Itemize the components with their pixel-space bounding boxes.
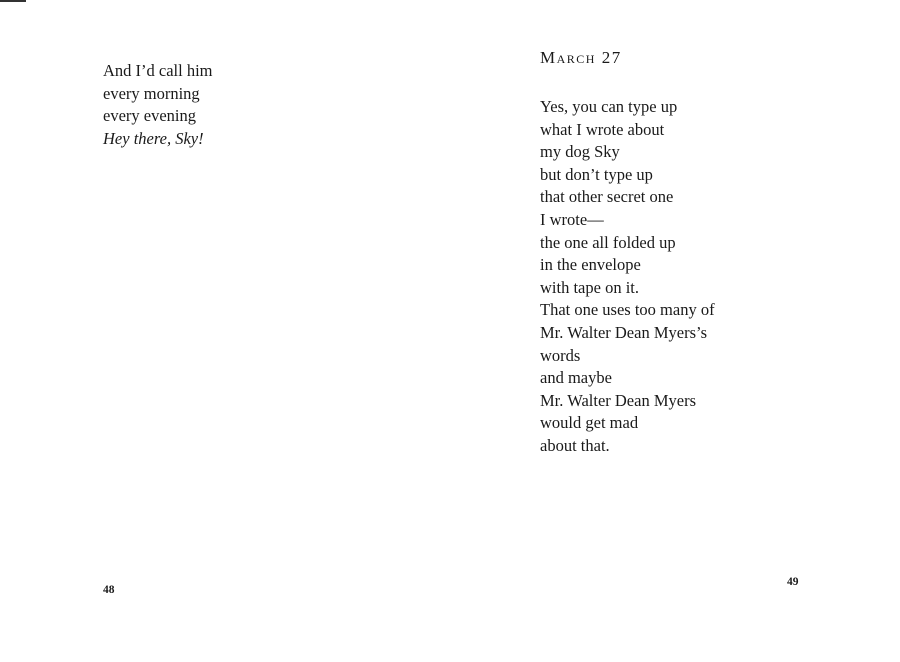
- poem-line: every evening: [103, 106, 196, 126]
- poem-line: about that.: [540, 435, 610, 455]
- poem-line: in the envelope: [540, 255, 641, 275]
- right-page: [450, 0, 900, 662]
- poem-line: I wrote—: [540, 209, 604, 229]
- poem-line: every morning: [103, 83, 200, 103]
- poem-line: And I’d call him: [103, 61, 213, 80]
- poem-line: Mr. Walter Dean Myers: [540, 390, 696, 410]
- poem-line: Yes, you can type up: [540, 97, 678, 116]
- poem-line: the one all folded up: [540, 232, 676, 252]
- poem-line: that other secret one: [540, 187, 674, 207]
- date-heading: March 27: [540, 48, 622, 67]
- poem-march-27: [540, 96, 715, 458]
- poem-line: and maybe: [540, 368, 612, 388]
- poem-line: Mr. Walter Dean Myers’s: [540, 322, 707, 342]
- poem-line: with tape on it.: [540, 277, 639, 297]
- poem-line: my dog Sky: [540, 142, 620, 162]
- poem-line: would get mad: [540, 413, 639, 433]
- poem-line: but don’t type up: [540, 164, 653, 184]
- poem-line-italic: Hey there, Sky!: [103, 128, 204, 148]
- poem-line: what I wrote about: [540, 119, 665, 139]
- page-number: 49: [787, 576, 799, 588]
- page-number: 48: [103, 584, 115, 596]
- poem-line: words: [540, 345, 581, 365]
- poem-line: That one uses too many of: [540, 300, 715, 320]
- poem-continuation: [103, 60, 213, 150]
